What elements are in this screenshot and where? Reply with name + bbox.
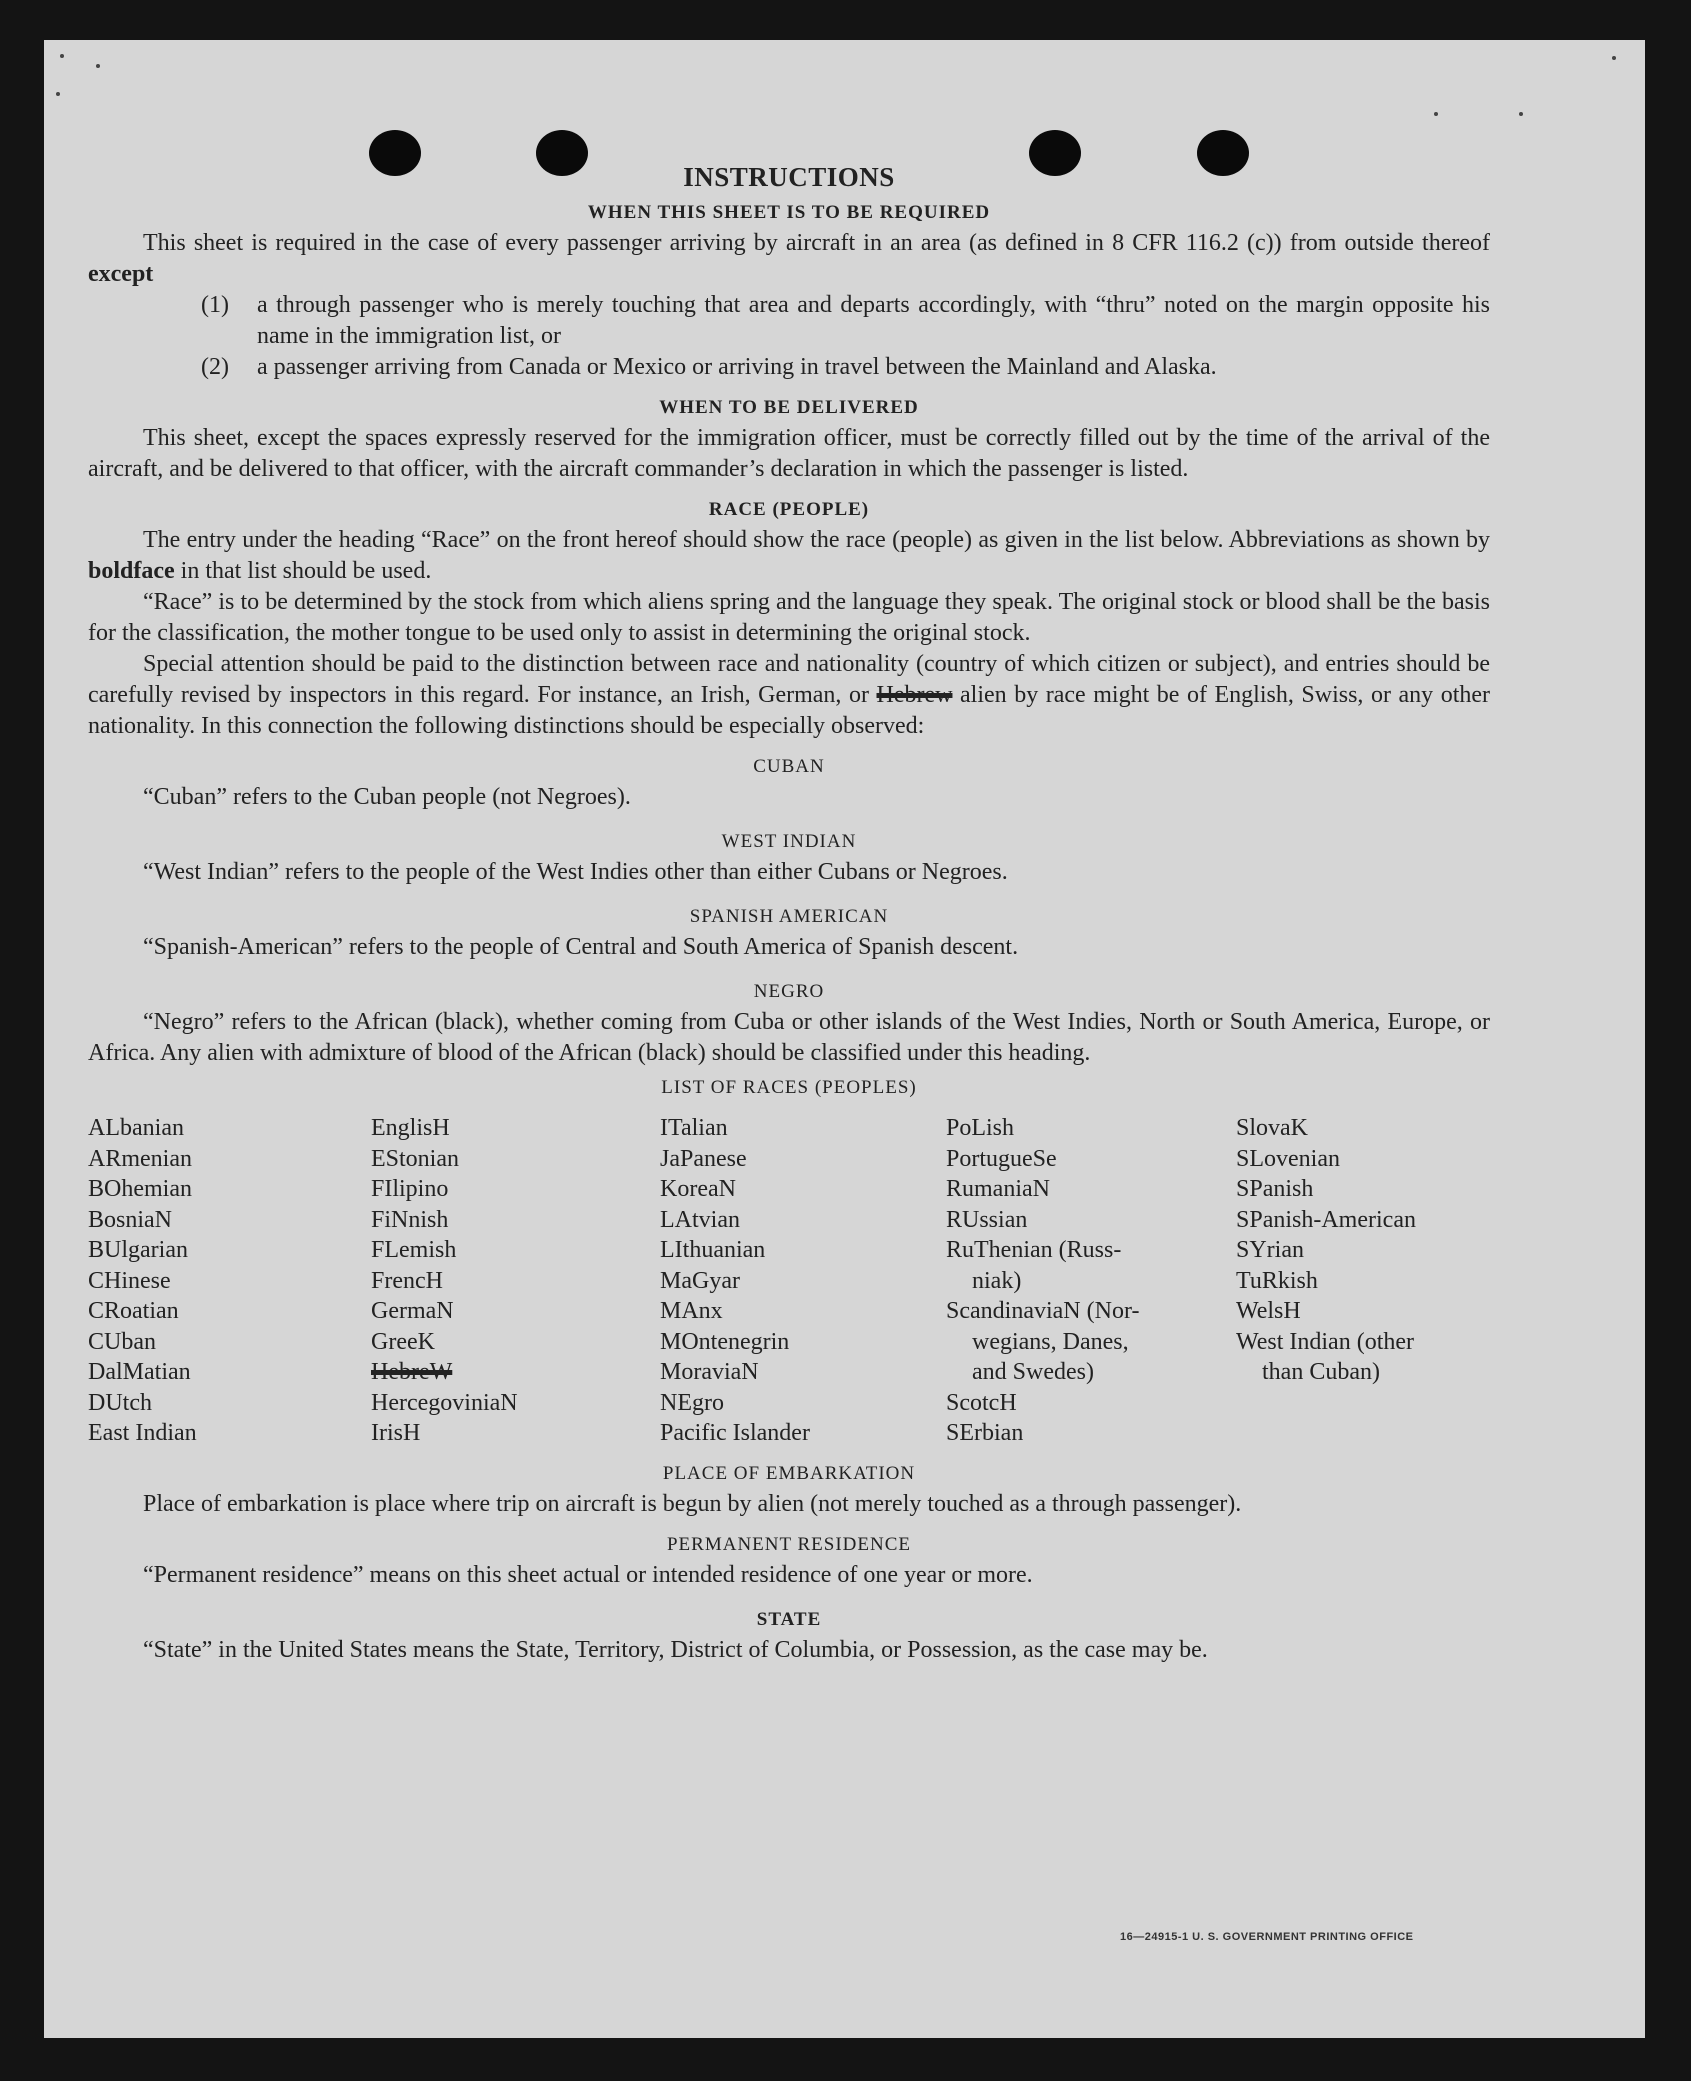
races-column	[88, 1113, 371, 1449]
race-entry: SYrian	[1236, 1237, 1304, 1263]
heading-cuban: CUBAN	[753, 756, 825, 777]
race-entry: MOntenegrin	[660, 1328, 790, 1355]
heading-list-of-races: LIST OF RACES (PEOPLES)	[661, 1077, 917, 1098]
race-entry: MaGyar	[660, 1267, 740, 1294]
item-text: a through passenger who is merely touching that area and departs accordingly, with “thru” noted on the margin opposite his name in the immigration list, or	[257, 292, 1490, 349]
speck	[1519, 112, 1523, 116]
race-entry: FIlipino	[371, 1176, 449, 1202]
race-entry: NEgro	[660, 1389, 724, 1416]
race-entry: SErbian	[946, 1420, 1024, 1446]
race-entry: ALbanian	[88, 1115, 184, 1141]
race-entry: RuThenian (Russ-	[946, 1237, 1122, 1263]
document-body	[88, 160, 1490, 1666]
residence-definition: “Permanent residence” means on this sheet actual or intended residence of one year or more.	[143, 1561, 1033, 1588]
race-entry: SlovaK	[1236, 1115, 1308, 1141]
race-entry: MoraviaN	[660, 1359, 759, 1385]
race-entry: SPanish	[1236, 1176, 1314, 1202]
race-entry: MAnx	[660, 1298, 723, 1324]
state-definition: “State” in the United States means the State, Territory, District of Columbia, or Possession, as the case may be.	[143, 1636, 1208, 1663]
item-text: a passenger arriving from Canada or Mexico or arriving in travel between the Mainland and Alaska.	[257, 354, 1217, 380]
race-entry: ScandinaviaN (Nor-	[946, 1298, 1140, 1324]
heading-when-required: WHEN THIS SHEET IS TO BE REQUIRED	[587, 202, 991, 223]
race-entry: IrisH	[371, 1420, 421, 1446]
race-entry: SPanish-American	[1236, 1206, 1416, 1233]
race-entry: GreeK	[371, 1328, 435, 1355]
heading-spanish-american: SPANISH AMERICAN	[689, 906, 889, 927]
race-entry: RumaniaN	[946, 1176, 1050, 1202]
race-entry: HercegoviniaN	[371, 1389, 518, 1416]
race-entry: JaPanese	[660, 1145, 747, 1172]
race-entry: and Swedes)	[972, 1359, 1094, 1385]
race-entry: CHinese	[88, 1267, 171, 1294]
race-entry: FrencH	[371, 1267, 443, 1294]
race-entry: PoLish	[946, 1115, 1015, 1141]
race-entry: ITalian	[660, 1115, 728, 1141]
list-item	[201, 290, 1490, 352]
race-entry: FiNnish	[371, 1206, 449, 1233]
race-entry: KoreaN	[660, 1176, 736, 1202]
races-table	[88, 1113, 1490, 1449]
race-entry: PortugueSe	[946, 1145, 1057, 1172]
heading-state: STATE	[756, 1608, 822, 1630]
races-column	[1236, 1113, 1486, 1449]
heading-race: RACE (PEOPLE)	[708, 499, 870, 520]
struck-word: Hebrew	[876, 682, 953, 708]
race-entry: TuRkish	[1236, 1267, 1318, 1294]
item-number: (1)	[201, 292, 229, 318]
heading-embarkation: PLACE OF EMBARKATION	[662, 1462, 916, 1484]
race-entry: BOhemian	[88, 1176, 192, 1202]
item-number: (2)	[201, 354, 229, 380]
spanish-american-definition: “Spanish-American” refers to the people of Central and South America of Spanish descent.	[143, 934, 1019, 960]
race-entry: WelsH	[1236, 1298, 1301, 1324]
heading-west-indian: WEST INDIAN	[721, 831, 857, 852]
document-title: INSTRUCTIONS	[683, 162, 895, 192]
race-entry: than Cuban)	[1262, 1359, 1380, 1385]
west-indian-definition: “West Indian” refers to the people of the West Indies other than either Cubans or Negroes.	[143, 859, 1008, 885]
delivery-paragraph: This sheet, except the spaces expressly reserved for the immigration officer, must be correctly filled out by the time of the arrival of the aircraft, and be delivered to that officer, with the aircraft commander’s declaration in which the passenger is listed.	[88, 425, 1490, 482]
race-p1-text: The entry under the heading “Race” on the front hereof should show the race (people) as given in the list below. Abbreviations as shown by	[143, 527, 1490, 553]
race-entry: EStonian	[371, 1145, 459, 1172]
race-entry: niak)	[972, 1267, 1022, 1294]
printing-office-footer: 16—24915-1 U. S. GOVERNMENT PRINTING OFFICE	[1120, 1931, 1414, 1943]
race-entry: wegians, Danes,	[972, 1328, 1129, 1355]
race-p3-text: Special attention should be paid to the distinction between race and nationality (country of which citizen or subject), and entries should be carefully revised by inspectors in this regard. For instance, an Irish, German, or	[88, 651, 1490, 708]
race-entry: BUlgarian	[88, 1237, 188, 1263]
race-paragraph-2: “Race” is to be determined by the stock from which aliens spring and the language they speak. The original stock or blood shall be the basis for the classification, the mother tongue to be used only to assist in determining the original stock.	[88, 589, 1490, 646]
race-entry: LAtvian	[660, 1206, 740, 1233]
race-entry: ARmenian	[88, 1145, 192, 1172]
speck	[60, 54, 64, 58]
negro-definition: “Negro” refers to the African (black), whether coming from Cuba or other islands of the West Indies, North or South America, Europe, or Africa. Any alien with admixture of blood of the African (black) should be classified under this heading.	[88, 1009, 1490, 1066]
race-entry: DUtch	[88, 1389, 152, 1416]
race-p1-text-end: in that list should be used.	[180, 558, 432, 584]
heading-when-delivered: WHEN TO BE DELIVERED	[659, 397, 919, 418]
race-entry: West Indian (other	[1236, 1328, 1415, 1355]
speck	[1612, 56, 1616, 60]
races-column	[660, 1113, 946, 1449]
race-entry: Pacific Islander	[660, 1420, 810, 1446]
race-entry: East Indian	[88, 1420, 197, 1446]
race-entry: ScotcH	[946, 1389, 1017, 1416]
race-entry: EnglisH	[371, 1115, 450, 1141]
races-column	[946, 1113, 1236, 1449]
races-column	[371, 1113, 660, 1449]
race-entry: SLovenian	[1236, 1145, 1340, 1172]
heading-permanent-residence: PERMANENT RESIDENCE	[666, 1533, 912, 1555]
race-paragraph-1	[88, 525, 1490, 587]
embarkation-definition: Place of embarkation is place where trip on aircraft is begun by alien (not merely touched as a through passenger).	[143, 1490, 1242, 1517]
race-paragraph-3	[88, 649, 1490, 742]
race-entry: BosniaN	[88, 1206, 172, 1233]
cuban-definition: “Cuban” refers to the Cuban people (not Negroes).	[143, 784, 631, 810]
list-item	[201, 352, 1490, 383]
race-entry: DalMatian	[88, 1359, 191, 1385]
race-entry: GermaN	[371, 1298, 454, 1324]
race-entry: CRoatian	[88, 1298, 179, 1324]
race-p3-text-end: alien by race might be of English, Swiss, or any other nationality. In this connection the following distinctions should be especially observed:	[88, 682, 1491, 739]
intro-except: except	[88, 261, 154, 287]
speck	[56, 92, 60, 96]
race-entry: LIthuanian	[660, 1237, 766, 1263]
race-entry: FLemish	[371, 1237, 457, 1263]
race-p1-boldface: boldface	[88, 558, 175, 584]
race-entry: HebreW	[371, 1359, 453, 1385]
race-entry: RUssian	[946, 1206, 1028, 1233]
heading-negro: NEGRO	[753, 981, 825, 1002]
intro-text: This sheet is required in the case of every passenger arriving by aircraft in an area (as defined in 8 CFR 116.2 (c)) from outside thereof	[143, 230, 1490, 256]
race-entry: CUban	[88, 1328, 156, 1355]
intro-paragraph	[88, 228, 1490, 290]
speck	[1434, 112, 1438, 116]
speck	[96, 64, 100, 68]
